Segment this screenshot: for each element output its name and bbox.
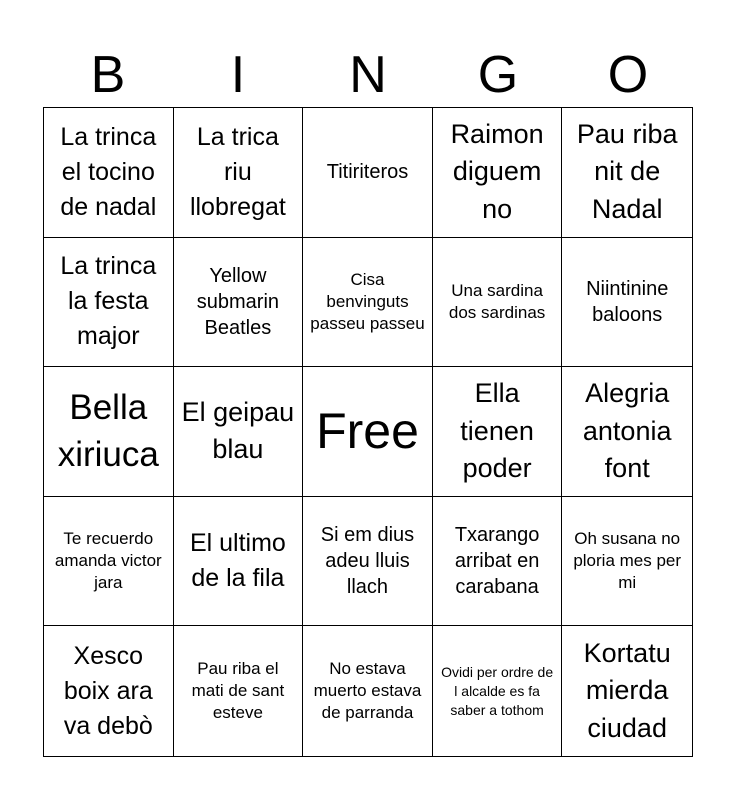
cell-text: Bella xiriuca xyxy=(57,388,159,475)
cell-text: La trinca el tocino de nadal xyxy=(60,122,157,221)
header-letter-o: O xyxy=(607,46,649,104)
header-letter-g: G xyxy=(477,46,519,104)
cell-text: Pau riba el mati de sant esteve xyxy=(191,659,285,723)
cell-text: Raimon diguem no xyxy=(450,118,544,225)
bingo-cell[interactable] xyxy=(174,497,304,627)
bingo-cell[interactable] xyxy=(303,626,433,756)
bingo-cell[interactable] xyxy=(303,497,433,627)
cell-text: Si em dius adeu lluis llach xyxy=(320,524,415,599)
header-letter-b: B xyxy=(90,46,126,104)
bingo-cell[interactable] xyxy=(433,238,563,368)
bingo-cell[interactable] xyxy=(44,497,174,627)
cell-text: El geipau blau xyxy=(181,396,295,465)
bingo-cell[interactable] xyxy=(303,108,433,238)
cell-text: Niintinine baloons xyxy=(586,277,669,326)
cell-text: Pau riba nit de Nadal xyxy=(576,118,678,225)
bingo-cell[interactable] xyxy=(44,626,174,756)
cell-text: Ovidi per ordre de l alcalde es fa saber a tothom xyxy=(441,663,554,718)
bingo-cell[interactable] xyxy=(174,626,304,756)
cell-text: No estava muerto estava de parranda xyxy=(313,659,422,723)
cell-text: Kortatu mierda ciudad xyxy=(583,637,671,744)
bingo-cell[interactable] xyxy=(562,626,692,756)
bingo-cell[interactable] xyxy=(433,626,563,756)
bingo-cell[interactable] xyxy=(44,367,174,497)
cell-text: La trica riu llobregat xyxy=(189,122,286,221)
bingo-cell[interactable] xyxy=(44,108,174,238)
cell-text: Yellow submarin Beatles xyxy=(196,264,280,339)
bingo-cell[interactable] xyxy=(433,497,563,627)
bingo-cell[interactable] xyxy=(562,367,692,497)
bingo-cell[interactable] xyxy=(174,108,304,238)
bingo-cell[interactable] xyxy=(562,497,692,627)
cell-text: Cisa benvinguts passeu passeu xyxy=(310,269,425,333)
bingo-header xyxy=(43,44,693,106)
bingo-grid xyxy=(43,107,693,757)
cell-text: Ella tienen poder xyxy=(460,377,534,484)
bingo-cell[interactable] xyxy=(303,238,433,368)
cell-text: Oh susana no ploria mes per mi xyxy=(573,528,682,593)
bingo-cell[interactable] xyxy=(562,238,692,368)
cell-text: Xesco boix ara va debò xyxy=(63,641,153,740)
bingo-cell[interactable] xyxy=(174,367,304,497)
cell-text: Txarango arribat en carabana xyxy=(454,524,540,599)
cell-text: Una sardina dos sardinas xyxy=(448,280,546,322)
header-letter-i: I xyxy=(230,46,246,104)
cell-text: Free xyxy=(316,403,419,460)
bingo-cell[interactable] xyxy=(174,238,304,368)
header-letter-n: N xyxy=(349,46,387,104)
bingo-cell[interactable] xyxy=(562,108,692,238)
cell-text: La trinca la festa major xyxy=(60,252,157,351)
bingo-cell[interactable] xyxy=(433,108,563,238)
cell-text: Titiriteros xyxy=(326,161,409,184)
bingo-cell[interactable] xyxy=(44,238,174,368)
cell-text: Alegria antonia font xyxy=(582,377,672,484)
bingo-cell[interactable] xyxy=(433,367,563,497)
free-cell[interactable] xyxy=(303,367,433,497)
cell-text: Te recuerdo amanda victor jara xyxy=(54,528,162,593)
cell-text: El ultimo de la fila xyxy=(189,529,286,593)
